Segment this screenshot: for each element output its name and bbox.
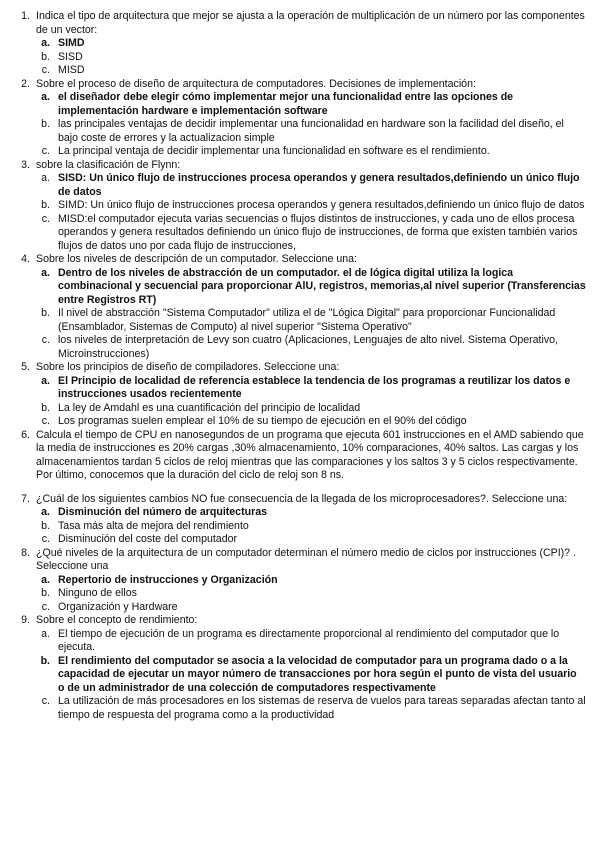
option-letter: c. [41,600,50,613]
option-text: SIMD: Un único flujo de instrucciones procesa operandos y genera resultados,definiendo un único flujo de datos [58,199,585,211]
option [12,506,586,520]
option [12,628,586,655]
question-number: 2. [21,77,30,90]
question-number: 8. [21,546,30,559]
option [12,587,586,601]
question-text: Sobre el concepto de rendimiento: [36,614,198,626]
question-6 [12,429,586,483]
question-number: 9. [21,614,30,626]
option [12,145,586,159]
option-text: Ninguno de ellos [58,587,137,599]
question-2 [12,78,586,92]
option-text: las principales ventajas de decidir implementar una funcionalidad en hardware son la facilidad del diseño, el bajo coste de errores y la actualizacion simple [58,118,564,144]
option-letter: b. [41,199,50,211]
question-3 [12,159,586,173]
option-letter: a. [41,627,50,640]
question-4 [12,253,586,267]
option [12,37,586,51]
question-number: 1. [21,10,30,22]
option-text: MISD [58,64,85,76]
question-9 [12,614,586,628]
question-text: ¿Qué niveles de la arquitectura de un computador determinan el número medio de ciclos por instrucciones (CPI)? . Seleccione una [36,546,576,572]
question-1 [12,10,586,37]
question-number: 5. [21,361,30,373]
question-number: 4. [21,253,30,265]
option [12,655,586,696]
question-text: sobre la clasificación de Flynn: [36,158,181,171]
option [12,118,586,145]
option [12,91,586,118]
option-text: Los programas suelen emplear el 10% de su tiempo de ejecución en el 90% del código [58,415,467,427]
option-text: MISD:el computador ejecuta varias secuencias o flujos distintos de instrucciones, y cada uno de ellos procesa operandos y genera resultados definiendo un único flujo de instrucciones, de forma que existen también varios flujos de datos uno por cada flujo de instrucciones, [58,212,578,252]
option-text: El Principio de localidad de referencia establece la tendencia de los programas a reutilizar los datos e instrucciones usados recientemente [58,374,571,400]
option-letter: a. [41,266,50,279]
option-text: El tiempo de ejecución de un programa es directamente proporcional al rendimiento del computador que lo ejecuta. [58,627,560,653]
option [12,64,586,78]
question-text: Sobre los principios de diseño de compiladores. Seleccione una: [36,361,340,373]
question-8 [12,547,586,574]
option-letter: a. [41,37,50,49]
option-text: Organización y Hardware [58,600,178,613]
option-text: SIMD [58,37,85,49]
option-letter: c. [41,533,50,545]
option [12,172,586,199]
option-text: Repertorio de instrucciones y Organización [58,573,278,586]
option-letter: c. [41,334,50,346]
option-text: El rendimiento del computador se asocia a la velocidad de computador para un programa dado o a la capacidad de ejecutar un mayor número de transacciones por hora según el punto de vista del usuario o de un administrador de una colección de computadores respectivamente [58,654,577,694]
option-text: Disminución del coste del computador [58,533,238,545]
question-number: 7. [21,492,30,505]
option [12,213,586,254]
option-letter: c. [41,64,50,76]
option-letter: c. [41,695,50,707]
option-letter: b. [40,654,50,667]
question-5 [12,361,586,375]
option-letter: c. [41,415,50,427]
option-text: La principal ventaja de decidir implementar una funcionalidad en software es el rendimiento. [58,145,490,157]
option [12,334,586,361]
option-text: Dentro de los niveles de abstracción de un computador. el de lógica digital utiliza la logica combinacional y secuencial para proporcionar AlU, registros, memorias,al nivel superior (Transferencias entre Registros RT) [58,266,586,306]
option [12,267,586,308]
option [12,199,586,213]
question-number: 3. [21,158,30,171]
option [12,574,586,588]
option-letter: a. [41,374,50,387]
option [12,415,586,429]
option-text: el diseñador debe elegir cómo implementar mejor una funcionalidad entre las opciones de implementación hardware e implementación software [58,91,514,117]
option-text: los niveles de interpretación de Levy son cuatro (Aplicaciones, Lenguajes de alto nivel. Sistema Operativo, Microinstrucciones) [58,334,558,360]
option-letter: b. [41,50,50,63]
option [12,695,586,722]
question-text: ¿Cuál de los siguientes cambios NO fue consecuencia de la llegada de los microprocesadores?. Seleccione una: [36,492,568,505]
question-text: Indica el tipo de arquitectura que mejor se ajusta a la operación de multiplicación de un número por las componentes de un vector: [36,10,585,36]
option-text: SISD: Un único flujo de instrucciones procesa operandos y genera resultados,definiendo un único flujo de datos [58,172,580,198]
question-number: 6. [21,428,30,441]
option-letter: b. [41,118,50,130]
option-text: Disminución del número de arquitecturas [58,506,267,518]
option [12,402,586,416]
option [12,601,586,615]
option [12,533,586,547]
option [12,375,586,402]
option-letter: b. [41,587,50,599]
question-text: Sobre el proceso de diseño de arquitectura de computadores. Decisiones de implementación: [36,77,476,90]
option-letter: a. [41,172,50,184]
option-letter: b. [41,401,50,414]
option-letter: a. [41,506,50,518]
option-letter: a. [41,91,50,103]
option-text: La ley de Amdahl es una cuantificación del principio de localidad [58,401,361,414]
question-text: Sobre los niveles de descripción de un computador. Seleccione una: [36,253,357,265]
option-letter: a. [41,573,50,586]
option-letter: b. [41,519,50,532]
option-text: SISD [58,50,83,63]
option [12,520,586,534]
question-text: Calcula el tiempo de CPU en nanosegundos de un programa que ejecuta 601 instrucciones en el AMD sabiendo que la media de instrucciones es 20% cargas ,30% almacenamiento, 10% comparaciones, 40% saltos. Las cargas y los almacenamientos tardan 5 ciclos de reloj mientras que las comparaciones y los saltos 3 y 5 ciclos respectivamente. Por último, conocemos que la duración del ciclo de reloj son 8 ns. [36,428,584,481]
option-text: Il nivel de abstracción "Sistema Computador" utiliza el de "Lógica Digital" para proporcionar Funcionalidad (Ensamblador, Sistemas de Computo) al nivel superior "Sistema Operativo" [58,307,556,333]
option-letter: c. [41,145,50,157]
option-text: Tasa más alta de mejora del rendimiento [58,519,249,532]
option-letter: c. [41,212,50,225]
option-text: La utilización de más procesadores en los sistemas de reserva de vuelos para tareas separadas afectan tanto al tiempo de respuesta del programa como a la productividad [58,695,586,721]
option [12,51,586,65]
question-7 [12,493,586,507]
option [12,307,586,334]
option-letter: b. [41,307,50,319]
spacer [12,483,586,493]
